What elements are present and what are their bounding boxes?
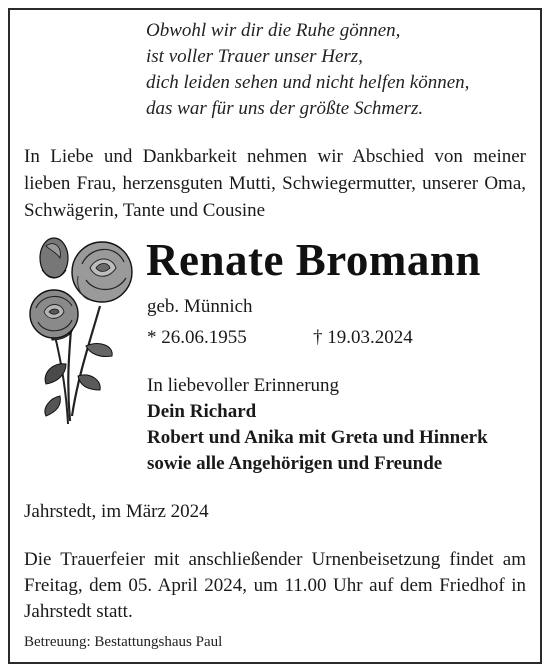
funeral-notice: Die Trauerfeier mit anschließender Urnenbeisetzung findet am Freitag, dem 05. April 2024, um 11.00 Uhr auf dem Friedhof in Jahrstedt statt.	[24, 549, 526, 622]
poem-line: Obwohl wir dir die Ruhe gönnen,	[146, 20, 401, 41]
mourner-line: sowie alle Angehörigen und Freunde	[147, 453, 443, 474]
death-date: † 19.03.2024	[313, 327, 413, 348]
life-dates	[147, 325, 413, 351]
birth-date: * 26.06.1955	[147, 327, 247, 348]
place-date: Jahrstedt, im März 2024	[24, 501, 209, 522]
mourners-intro: In liebevoller Erinnerung	[147, 375, 340, 396]
deceased-name: Renate Bromann	[146, 235, 481, 285]
mourner-line: Dein Richard	[147, 401, 257, 422]
poem-line: dich leiden sehen und nicht helfen können,	[146, 72, 470, 93]
poem-line: das war für uns der größte Schmerz.	[146, 98, 424, 119]
roses-icon	[20, 236, 138, 436]
mourners-block	[147, 373, 488, 477]
mourner-line: Robert und Anika mit Greta und Hinnerk	[147, 427, 488, 448]
funeral-home: Betreuung: Bestattungshaus Paul	[24, 634, 223, 650]
poem	[146, 18, 526, 122]
maiden-name: geb. Münnich	[147, 296, 253, 317]
intro-text: In Liebe und Dankbarkeit nehmen wir Abschied von meiner lieben Frau, herzensguten Mutti, Schwiegermutter, unserer Oma, Schwägerin, Tante und Cousine	[24, 146, 526, 221]
poem-line: ist voller Trauer unser Herz,	[146, 46, 363, 67]
